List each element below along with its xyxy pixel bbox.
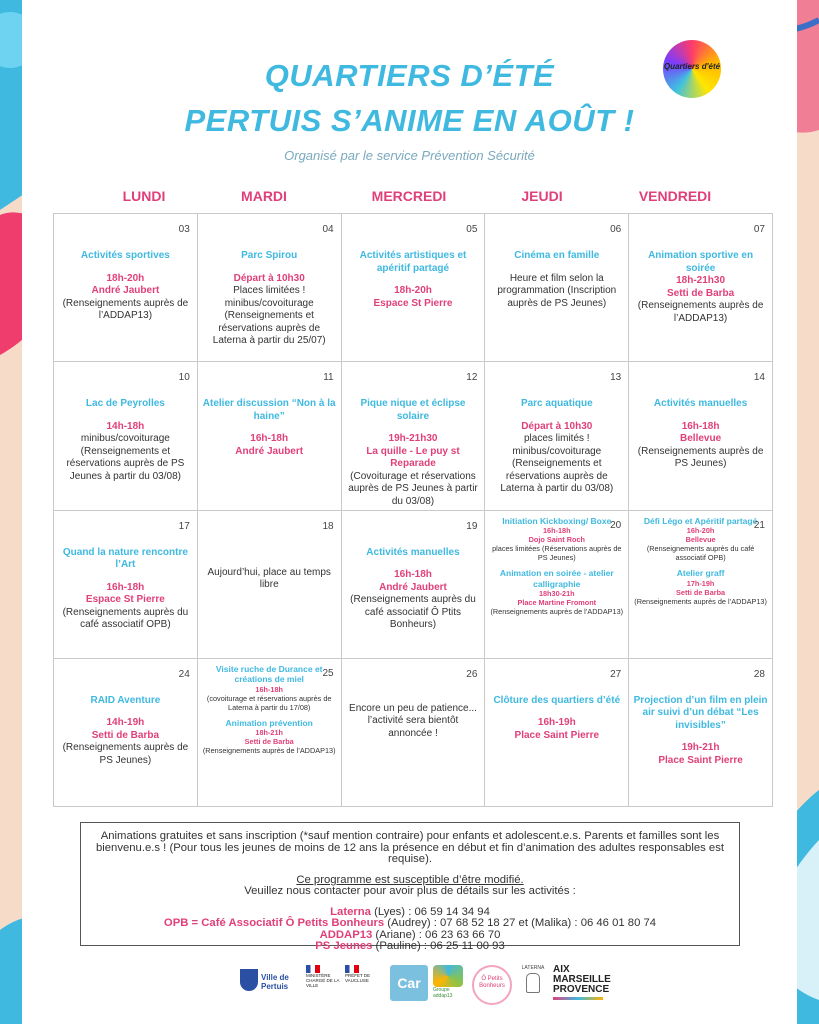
- date-number: 25: [322, 667, 334, 679]
- event-detail-highlight: Dojo Saint Roch: [528, 535, 585, 544]
- event-detail-highlight: 18h-20h: [106, 272, 145, 284]
- contact-opb: OPB = Café Associatif Ô Petits Bonheurs (Audrey) : 07 68 52 18 27 et (Malika) : 06 46 01 80 74: [163, 917, 657, 929]
- event-detail-highlight: Départ à 10h30: [233, 272, 305, 284]
- event-note: Aujourd’hui, place au temps libre: [207, 566, 331, 590]
- event-detail-highlight: Départ à 10h30: [521, 420, 593, 432]
- date-number: 03: [178, 224, 190, 235]
- event-detail-highlight: La quille - Le puy st Reparade: [366, 445, 460, 470]
- event-detail-highlight: 14h-19h: [106, 717, 145, 729]
- event-title: Cinéma en famille: [514, 250, 600, 261]
- date-number: 28: [753, 668, 765, 680]
- date-number: 27: [610, 668, 622, 680]
- event-detail-highlight: 16h-18h: [106, 581, 145, 593]
- info-box: [80, 822, 740, 952]
- event-title: Activités manuelles: [366, 546, 460, 558]
- event-detail-highlight: Setti de Barba: [91, 729, 160, 741]
- event-title: Activités manuelles: [653, 398, 748, 410]
- event-detail-highlight: Place Martine Fromont: [517, 598, 597, 607]
- calendar-cell: [629, 659, 773, 807]
- calendar-cell: [485, 214, 629, 362]
- event-note: (Covoiturage et réservations auprès de PS Jeunes à partir du 03/08): [348, 470, 478, 507]
- event-detail-highlight: Place Saint Pierre: [658, 754, 743, 766]
- calendar-cell: [54, 511, 198, 659]
- spacer: [58, 707, 193, 717]
- event-note: (Renseignements auprès de l’ADDAP13): [634, 596, 767, 606]
- calendar-cell: [54, 214, 198, 362]
- date-number: 24: [178, 668, 190, 680]
- calendar-cell: [198, 659, 342, 807]
- calendar-cell: [485, 511, 629, 659]
- day-header-tuesday: MARDI: [241, 188, 287, 204]
- event-note: minibus/covoiturage (Renseignements et réservations auprès de PS Jeunes à partir du 03/08): [66, 433, 185, 482]
- event-detail-highlight: Espace St Pierre: [85, 594, 165, 605]
- event-detail-highlight: 16h-20h: [686, 526, 715, 535]
- event-title: Parc aquatique: [520, 398, 593, 410]
- event-title: Quand la nature rencontre l’Art: [62, 546, 188, 570]
- event-note: (Renseignements auprès du café associatif OPB): [646, 544, 755, 562]
- event-note: Places limitées ! minibus/covoiturage (Renseignements et réservations auprès de Laterna à partir du 25/07): [212, 285, 326, 346]
- calendar-cell: [342, 659, 486, 807]
- date-number: 07: [753, 224, 765, 235]
- calendar-grid: [53, 213, 773, 807]
- event-note: places limitées (Réservations auprès de PS Jeunes): [492, 544, 622, 562]
- spacer: [58, 263, 193, 273]
- date-number: 06: [610, 224, 622, 235]
- event-detail-highlight: Setti de Barba: [666, 287, 735, 299]
- event-title: Atelier graff: [676, 568, 725, 578]
- event-detail-highlight: 19h-21h: [681, 742, 720, 754]
- event-title: Lac de Peyrolles: [85, 398, 165, 410]
- event-note: Heure et film selon la programmation (Inscription auprès de PS Jeunes): [497, 272, 617, 309]
- event-title: Atelier discussion “Non à la haine”: [202, 398, 336, 422]
- event-note: (Renseignements auprès de l’ADDAP13): [490, 607, 624, 616]
- date-number: 17: [178, 520, 190, 532]
- event-note: Encore un peu de patience...: [349, 702, 477, 714]
- spacer: [202, 263, 337, 273]
- date-number: 18: [322, 520, 334, 532]
- event-detail-highlight: André Jaubert: [91, 285, 160, 296]
- date-number: 19: [466, 520, 478, 532]
- calendar-cell: [485, 659, 629, 807]
- event-title: Clôture des quartiers d’été: [493, 694, 621, 706]
- calendar-cell: [198, 214, 342, 362]
- event-detail-highlight: 16h-19h: [537, 717, 576, 729]
- day-header-thursday: JEUDI: [521, 188, 563, 204]
- event-detail-highlight: André Jaubert: [235, 445, 304, 457]
- calendar-cell: [342, 362, 486, 510]
- date-number: 10: [178, 372, 190, 384]
- event-note: (Renseignements auprès de l’ADDAP13): [62, 297, 189, 321]
- event-note: (Renseignements auprès du café associatif Ô Ptits Bonheurs): [350, 594, 476, 630]
- event-note: places limités ! minibus/covoiturage (Renseignements et réservations auprès de Laterna à partir du 03/08): [500, 433, 614, 495]
- logo-ville-de-pertuis: Ville de Pertuis: [240, 965, 300, 995]
- page-title-line-1: QUARTIERS D’ÉTÉ: [264, 58, 555, 93]
- spacer: [202, 557, 337, 567]
- calendar-cell: [54, 362, 198, 510]
- event-title: Projection d’un film en plein air suivi d’un débat “Les invisibles”: [633, 694, 768, 731]
- event-detail-highlight: 16h-18h: [255, 684, 283, 694]
- spacer: [346, 559, 481, 569]
- calendar-cell: [54, 659, 198, 807]
- event-note: (Renseignements auprès de l’ADDAP13): [202, 746, 336, 756]
- event-detail-highlight: 18h-21h: [255, 728, 283, 738]
- event-title: Animation en soirée - atelier calligraphie: [499, 568, 614, 589]
- event-detail-highlight: 14h-18h: [106, 420, 145, 432]
- contact-addap13: ADDAP13 (Ariane) : 06 23 63 66 70: [319, 928, 501, 941]
- event-title: Initiation Kickboxing/ Boxe: [502, 515, 612, 526]
- date-number: 05: [466, 224, 478, 235]
- event-detail-highlight: Espace St Pierre: [373, 297, 453, 309]
- event-detail-highlight: 16h-18h: [681, 420, 720, 432]
- date-number: 11: [323, 372, 334, 384]
- info-paragraph: Animations gratuites et sans inscription (*sauf mention contraire) pour enfants et adolescent.e.s. Parents et familles sont les bienvenu.e.s ! (Pour tous les jeunes de moins de 12 ans la présence en début et fin d’animation des adultes responsables est requise).: [95, 830, 724, 865]
- event-detail-highlight: 16h-18h: [543, 526, 571, 535]
- logo-aix-marseille-provence: AIX MARSEILLE PROVENCE: [553, 965, 623, 1009]
- spacer: [633, 732, 768, 742]
- spacer: [489, 411, 624, 421]
- logo-o-petits-bonheurs: Ô Petits Bonheurs: [472, 965, 512, 1005]
- event-detail-highlight: 17h-19h: [686, 578, 715, 588]
- event-detail-highlight: 16h-18h: [394, 569, 432, 580]
- event-detail-highlight: Bellevue: [685, 535, 716, 544]
- spacer: [346, 275, 481, 285]
- event-title: RAID Aventure: [90, 694, 161, 706]
- event-title: Activités sportives: [80, 250, 170, 261]
- spacer: [202, 547, 337, 557]
- logo-ministere-ville: MINISTÈRE CHARGÉ DE LA VILLE: [306, 965, 341, 1005]
- event-note: (Renseignements auprès du café associatif OPB): [62, 606, 189, 630]
- logo-laterna: LATERNA: [518, 965, 548, 1005]
- day-header-friday: VENDREDI: [638, 188, 712, 204]
- calendar-cell: [629, 511, 773, 659]
- logo-car: Car: [390, 965, 428, 1001]
- info-contact-intro: Veuillez nous contacter pour avoir plus de détails sur les activités :: [244, 885, 576, 897]
- event-title: Animation sportive en soirée: [648, 250, 754, 274]
- calendar-cell: [629, 214, 773, 362]
- event-note: (covoiturage et réservations auprès de Laterna à partir du 17/08): [206, 693, 332, 712]
- spacer: [346, 423, 481, 433]
- spacer: [58, 572, 193, 582]
- event-title: Pique nique et éclipse solaire: [360, 398, 466, 422]
- event-title: Visite ruche de Durance et créations de miel: [215, 663, 323, 685]
- page-title-line-2: PERTUIS S’ANIME EN AOÛT !: [184, 103, 635, 138]
- event-title: Activités artistiques et apéritif partagé: [359, 250, 467, 274]
- calendar-cell: [198, 362, 342, 510]
- event-detail-highlight: 16h-18h: [250, 433, 289, 445]
- date-number: 04: [322, 224, 334, 235]
- spacer: [58, 411, 193, 421]
- spacer: [633, 411, 768, 421]
- page-subtitle: Organisé par le service Prévention Sécurité: [284, 148, 535, 163]
- spacer: [489, 263, 624, 273]
- calendar-cell: [342, 214, 486, 362]
- event-detail-highlight: Place Saint Pierre: [514, 729, 600, 741]
- event-note: (Renseignements auprès de l’ADDAP13): [637, 300, 764, 324]
- calendar-cell: [485, 362, 629, 510]
- quartiers-dete-logo-text: Quartiers d'été: [663, 62, 721, 71]
- event-note: l’activité sera bientôt annoncée !: [367, 715, 459, 739]
- logo-prefet-vaucluse: PRÉFET DE VAUCLUSE: [345, 965, 380, 1005]
- date-number: 14: [753, 372, 765, 384]
- event-title: Parc Spirou: [241, 250, 298, 261]
- date-number: 20: [610, 519, 622, 531]
- event-detail-highlight: Setti de Barba: [244, 737, 294, 747]
- date-number: 12: [466, 372, 478, 384]
- event-title: Animation prévention: [225, 717, 313, 728]
- date-number: 21: [753, 519, 765, 531]
- date-number: 26: [466, 668, 478, 680]
- date-number: 13: [610, 372, 622, 384]
- event-title: Défi Légo et Apéritif partagé: [643, 515, 758, 526]
- logo-addap13: Groupe addap13: [433, 965, 469, 1005]
- event-detail-highlight: 18h-20h: [394, 285, 432, 296]
- info-disclaimer: Ce programme est susceptible d’être modifié.: [296, 873, 524, 886]
- day-header-monday: LUNDI: [122, 188, 166, 204]
- event-note: (Renseignements auprès de PS Jeunes): [637, 445, 764, 470]
- event-detail-highlight: 19h-21h30: [388, 433, 438, 445]
- calendar-cell: [342, 511, 486, 659]
- event-detail-highlight: 18h30-21h: [538, 589, 575, 598]
- day-header-wednesday: MERCREDI: [371, 188, 447, 204]
- event-detail-highlight: André Jaubert: [379, 581, 447, 593]
- calendar-cell: [629, 362, 773, 510]
- contact-ps-jeunes: PS Jeunes (Pauline) : 06 25 11 00 93: [315, 940, 505, 952]
- event-detail-highlight: Setti de Barba: [676, 587, 726, 597]
- spacer: [202, 423, 337, 433]
- calendar-cell: [198, 511, 342, 659]
- event-detail-highlight: Bellevue: [680, 433, 722, 445]
- event-detail-highlight: 18h-21h30: [676, 275, 726, 286]
- event-note: (Renseignements auprès de PS Jeunes): [62, 742, 189, 766]
- spacer: [489, 707, 624, 717]
- contact-laterna: Laterna (Lyes) : 06 59 14 34 94: [330, 905, 490, 918]
